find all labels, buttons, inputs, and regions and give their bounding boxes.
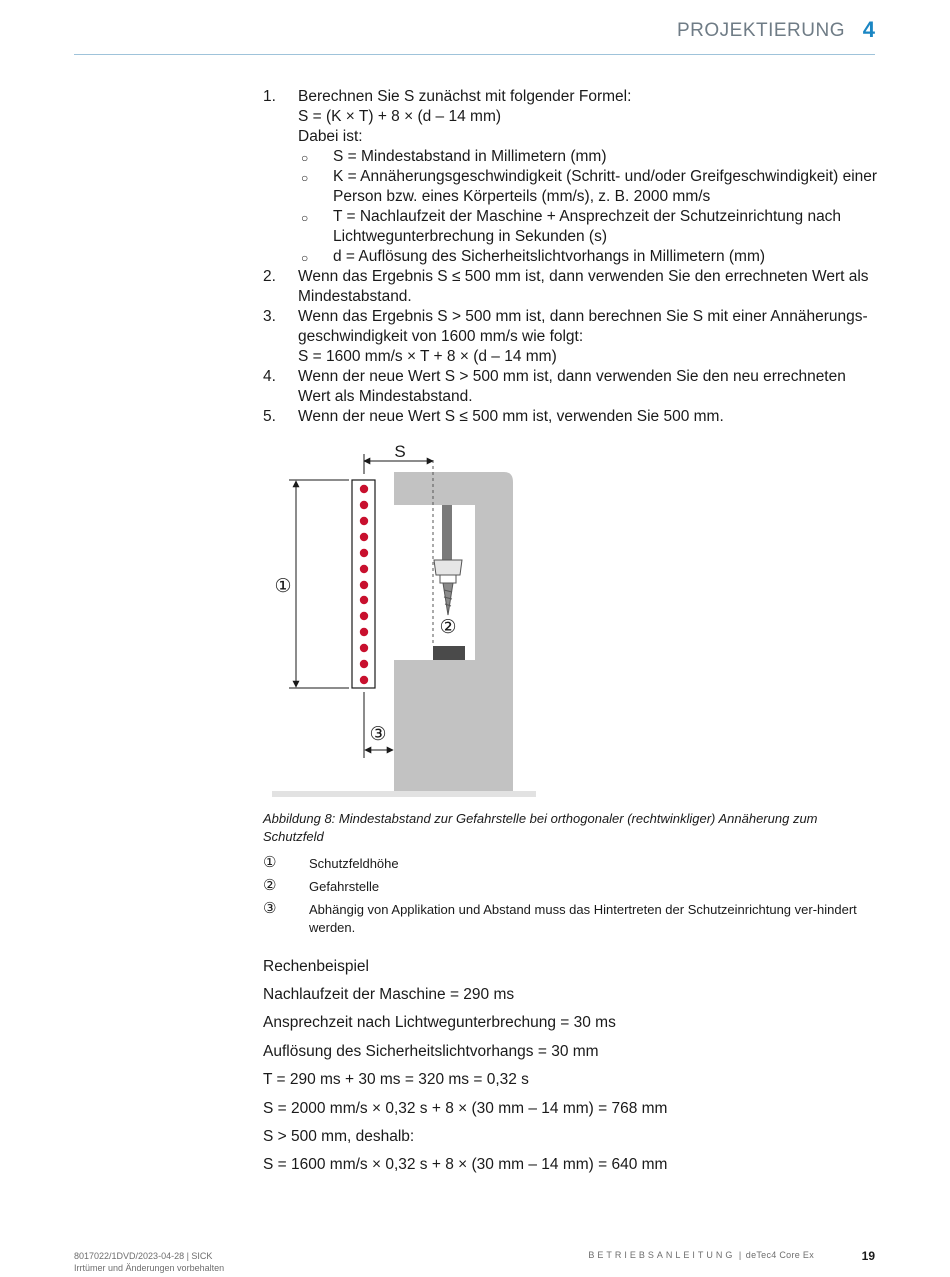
variable-list — [298, 147, 878, 267]
step-number: 5. — [263, 408, 276, 425]
step-list — [263, 87, 878, 427]
workpiece — [433, 646, 465, 660]
step-item — [263, 407, 878, 427]
callout-2: ② — [439, 616, 457, 638]
legend-marker: ② — [263, 877, 277, 894]
bullet-icon: ○ — [301, 211, 309, 225]
page-header — [74, 0, 875, 55]
step-item — [263, 307, 878, 367]
bullet-icon: ○ — [301, 171, 309, 185]
chapter-title: PROJEKTIERUNG — [676, 20, 845, 41]
callout-1: ① — [274, 575, 292, 597]
step-text: Wenn der neue Wert S ≤ 500 mm ist, verwenden Sie 500 mm. — [298, 408, 724, 425]
legend-marker: ③ — [263, 900, 277, 917]
step-text: Wenn das Ergebnis S ≤ 500 mm ist, dann verwenden Sie den errechneten Wert als Mindestabstand. — [298, 268, 869, 305]
callout-3: ③ — [369, 723, 387, 745]
machine-spindle — [442, 505, 452, 560]
calculation-line: S = 1600 mm/s × 0,32 s + 8 × (30 mm – 14 mm) = 640 mm — [263, 1156, 668, 1174]
step-text: Berechnen Sie S zunächst mit folgender Formel: — [298, 88, 632, 105]
variable-item: ○ K = Annäherungsgeschwindigkeit (Schritt- und/oder Greifgeschwindigkeit) einer Person bzw. eines Körperteils (mm/s), z. B. 2000 mm/s — [301, 168, 878, 205]
step-item — [263, 267, 878, 307]
legend-text: Abhängig von Applikation und Abstand muss das Hintertreten der Schutzeinrichtung ver-hindert werden. — [309, 902, 857, 935]
tool-holder — [434, 560, 462, 575]
step-text: Wenn der neue Wert S > 500 mm ist, dann verwenden Sie den neu errechneten Wert als Mindestabstand. — [298, 368, 846, 405]
page-number: 19 — [861, 1249, 875, 1263]
footer-separator: | — [735, 1250, 746, 1260]
footer-document-info — [74, 1250, 224, 1274]
chapter-number: 4 — [862, 17, 875, 42]
step-number: 2. — [263, 268, 276, 285]
document-type: BETRIEBSANLEITUNG — [588, 1250, 736, 1260]
bullet-icon: ○ — [301, 251, 309, 265]
s-dimension-label: S — [394, 442, 406, 461]
figure-caption: Abbildung 8: Mindestabstand zur Gefahrstelle bei orthogonaler (rechtwinkliger) Annäherung zum Schutzfeld — [263, 811, 818, 844]
legend-text: Schutzfeldhöhe — [309, 856, 399, 871]
calculation-example — [263, 957, 878, 1184]
calculation-line: S = 2000 mm/s × 0,32 s + 8 × (30 mm – 14 mm) = 768 mm — [263, 1099, 668, 1117]
step-number: 4. — [263, 368, 276, 385]
step-text: Dabei ist: — [298, 128, 363, 145]
calculation-line: Nachlaufzeit der Maschine = 290 ms — [263, 986, 515, 1003]
product-name: deTec4 Core Ex — [745, 1250, 814, 1260]
step-number: 1. — [263, 88, 276, 105]
calculation-line: T = 290 ms + 30 ms = 320 ms = 0,32 s — [263, 1071, 529, 1089]
footer-document-type — [588, 1250, 814, 1260]
legend-text: Gefahrstelle — [309, 879, 380, 894]
procedure-steps — [263, 87, 878, 427]
legend-marker: ① — [263, 854, 277, 871]
variable-item: ○ T = Nachlaufzeit der Maschine + Ansprechzeit der Schutzeinrichtung nach Lichtwegunterbrechung in Sekunden (s) — [301, 208, 842, 245]
document-id: 8017022/1DVD/2023-04-28 | SICK — [74, 1251, 213, 1261]
diagram-svg — [263, 440, 563, 802]
safety-distance-figure — [263, 440, 563, 802]
bullet-icon: ○ — [301, 151, 309, 165]
step-text: Wenn das Ergebnis S > 500 mm ist, dann berechnen Sie S mit einer Annäherungs-geschwindigkeit von 1600 mm/s wie folgt: — [298, 308, 868, 345]
calculation-line: Ansprechzeit nach Lichtwegunterbrechung = 30 ms — [263, 1014, 616, 1032]
disclaimer: Irrtümer und Änderungen vorbehalten — [74, 1263, 225, 1273]
variable-item: ○ d = Auflösung des Sicherheitslichtvorhangs in Millimetern (mm) — [298, 247, 878, 267]
legend-item — [263, 855, 873, 873]
variable-item: ○ S = Mindestabstand in Millimetern (mm) — [298, 147, 878, 167]
step-number: 3. — [263, 308, 276, 325]
example-heading: Rechenbeispiel — [263, 958, 369, 975]
step-item — [263, 367, 878, 407]
step-item — [263, 87, 878, 267]
legend-item — [263, 901, 873, 937]
calculation-line: S > 500 mm, deshalb: — [263, 1127, 415, 1145]
floor — [272, 791, 536, 797]
formula-text: S = 1600 mm/s × T + 8 × (d – 14 mm) — [298, 348, 557, 365]
figure-legend — [263, 855, 873, 942]
formula-text: S = (K × T) + 8 × (d – 14 mm) — [298, 108, 502, 125]
legend-item — [263, 878, 873, 896]
calculation-line: Auflösung des Sicherheitslichtvorhangs = 30 mm — [263, 1042, 599, 1060]
